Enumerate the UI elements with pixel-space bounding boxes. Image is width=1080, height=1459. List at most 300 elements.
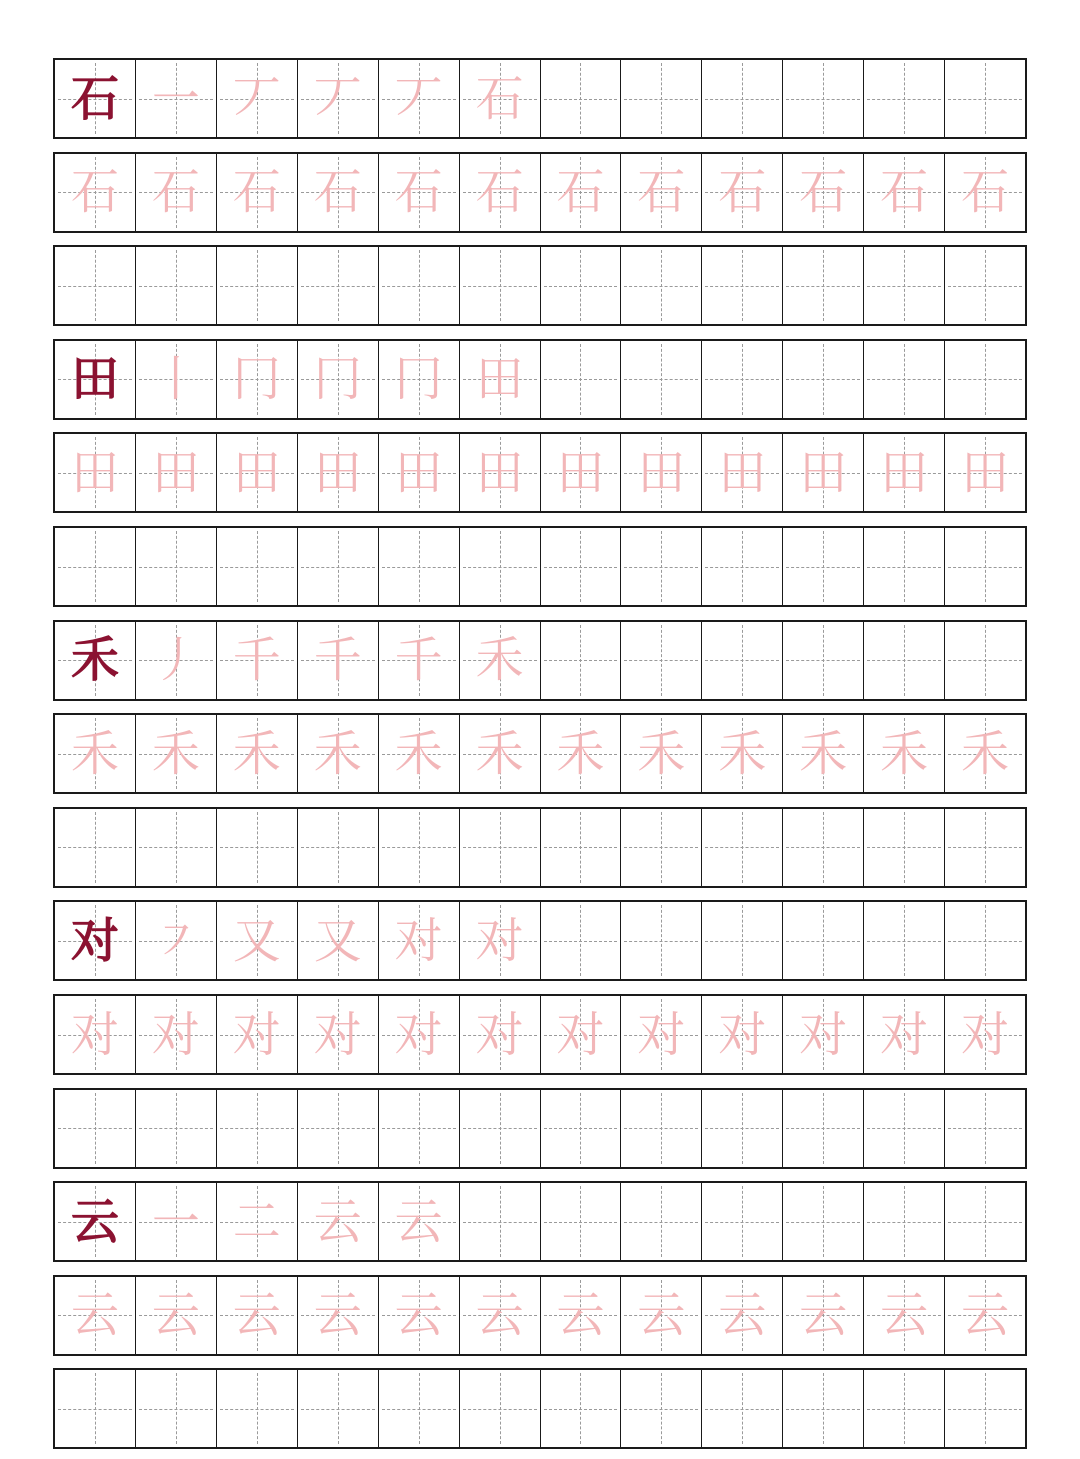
guide-line-vertical xyxy=(742,531,743,602)
blank-practice-cell xyxy=(541,528,622,605)
trace-character: 石 xyxy=(637,164,686,221)
trace-character: 对 xyxy=(475,1006,524,1063)
trace-cell xyxy=(702,715,783,792)
empty-cell xyxy=(621,341,702,418)
stroke-step: 冂 xyxy=(394,351,443,408)
model-character-cell xyxy=(55,341,136,418)
stroke-step: 云 xyxy=(313,1193,362,1250)
trace-cell xyxy=(217,715,298,792)
trace-cell xyxy=(298,434,379,511)
guide-line-vertical xyxy=(580,812,581,883)
trace-cell xyxy=(783,996,864,1073)
guide-line-vertical xyxy=(500,63,501,134)
blank-practice-cell xyxy=(783,528,864,605)
guide-line-vertical xyxy=(985,250,986,321)
trace-character: 田 xyxy=(799,444,848,501)
guide-line-vertical xyxy=(985,63,986,134)
stroke-step-cell xyxy=(217,622,298,699)
guide-line-vertical xyxy=(661,250,662,321)
guide-line-vertical xyxy=(257,531,258,602)
guide-line-vertical xyxy=(580,1373,581,1444)
trace-character: 云 xyxy=(70,1287,119,1344)
stroke-step-cell xyxy=(379,902,460,979)
guide-line-vertical xyxy=(823,1280,824,1351)
trace-cell xyxy=(702,154,783,231)
trace-cell xyxy=(621,996,702,1073)
blank-practice-cell xyxy=(541,247,622,324)
trace-cell xyxy=(298,1277,379,1354)
guide-line-vertical xyxy=(580,250,581,321)
trace-cell xyxy=(783,434,864,511)
blank-practice-cell xyxy=(217,1090,298,1167)
trace-character: 田 xyxy=(961,444,1010,501)
blank-practice-cell xyxy=(136,528,217,605)
guide-line-vertical xyxy=(176,1373,177,1444)
empty-cell xyxy=(783,902,864,979)
guide-line-vertical xyxy=(419,1373,420,1444)
stroke-step: 丆 xyxy=(394,70,443,127)
empty-cell xyxy=(541,341,622,418)
guide-line-vertical xyxy=(419,1280,420,1351)
blank-practice-cell xyxy=(217,1370,298,1447)
trace-character: 石 xyxy=(232,164,281,221)
trace-cell xyxy=(702,996,783,1073)
stroke-step: 丿 xyxy=(151,632,200,689)
guide-line-vertical xyxy=(823,1093,824,1164)
guide-line-vertical xyxy=(904,1373,905,1444)
guide-line-vertical xyxy=(823,905,824,976)
stroke-step: 冂 xyxy=(232,351,281,408)
guide-line-vertical xyxy=(419,157,420,228)
guide-line-vertical xyxy=(661,531,662,602)
guide-line-vertical xyxy=(500,250,501,321)
trace-cell xyxy=(460,434,541,511)
guide-line-vertical xyxy=(904,250,905,321)
stroke-step: 一 xyxy=(151,70,200,127)
stroke-step-cell xyxy=(379,341,460,418)
blank-practice-cell xyxy=(783,247,864,324)
guide-line-vertical xyxy=(338,344,339,415)
stroke-step: 一 xyxy=(151,1193,200,1250)
guide-line-vertical xyxy=(95,812,96,883)
trace-character: 云 xyxy=(637,1287,686,1344)
model-character-cell xyxy=(55,60,136,137)
trace-character: 禾 xyxy=(151,725,200,782)
guide-line-vertical xyxy=(500,718,501,789)
blank-practice-cell xyxy=(864,809,945,886)
guide-line-vertical xyxy=(500,999,501,1070)
model-character: 田 xyxy=(70,351,119,408)
guide-line-vertical xyxy=(661,999,662,1070)
stroke-step-cell xyxy=(379,60,460,137)
guide-line-vertical xyxy=(985,718,986,789)
stroke-step-cell xyxy=(460,622,541,699)
empty-cell xyxy=(864,60,945,137)
guide-line-vertical xyxy=(338,1280,339,1351)
trace-character: 云 xyxy=(313,1287,362,1344)
stroke-order-row xyxy=(53,339,1027,420)
guide-line-vertical xyxy=(580,437,581,508)
trace-cell xyxy=(379,1277,460,1354)
trace-cell xyxy=(55,996,136,1073)
trace-character: 田 xyxy=(637,444,686,501)
stroke-order-row xyxy=(53,58,1027,139)
trace-cell xyxy=(621,154,702,231)
guide-line-vertical xyxy=(904,812,905,883)
trace-character: 石 xyxy=(718,164,767,221)
trace-cell xyxy=(379,715,460,792)
empty-cell xyxy=(783,60,864,137)
guide-line-vertical xyxy=(985,1093,986,1164)
blank-practice-cell xyxy=(945,1090,1025,1167)
guide-line-vertical xyxy=(985,1280,986,1351)
empty-cell xyxy=(945,341,1025,418)
guide-line-vertical xyxy=(338,1186,339,1257)
blank-practice-cell xyxy=(379,247,460,324)
trace-character: 田 xyxy=(718,444,767,501)
guide-line-vertical xyxy=(985,999,986,1070)
guide-line-vertical xyxy=(176,437,177,508)
guide-line-vertical xyxy=(985,812,986,883)
guide-line-vertical xyxy=(661,437,662,508)
trace-cell xyxy=(945,1277,1025,1354)
guide-line-vertical xyxy=(823,437,824,508)
trace-character: 对 xyxy=(394,1006,443,1063)
trace-character: 对 xyxy=(718,1006,767,1063)
trace-character: 云 xyxy=(880,1287,929,1344)
trace-cell xyxy=(136,434,217,511)
trace-character: 石 xyxy=(313,164,362,221)
trace-cell xyxy=(136,1277,217,1354)
blank-practice-cell xyxy=(945,528,1025,605)
trace-character: 禾 xyxy=(556,725,605,782)
model-character-cell xyxy=(55,1183,136,1260)
guide-line-vertical xyxy=(500,344,501,415)
trace-character: 禾 xyxy=(394,725,443,782)
trace-cell xyxy=(298,715,379,792)
stroke-step: 田 xyxy=(475,351,524,408)
stroke-step: 千 xyxy=(232,632,281,689)
blank-practice-cell xyxy=(298,528,379,605)
trace-cell xyxy=(541,996,622,1073)
trace-character: 云 xyxy=(394,1287,443,1344)
guide-line-vertical xyxy=(823,718,824,789)
blank-practice-cell xyxy=(217,247,298,324)
guide-line-vertical xyxy=(176,531,177,602)
guide-line-vertical xyxy=(338,437,339,508)
blank-practice-cell xyxy=(621,1090,702,1167)
trace-cell xyxy=(379,154,460,231)
guide-line-vertical xyxy=(580,1093,581,1164)
guide-line-vertical xyxy=(95,1093,96,1164)
trace-character: 禾 xyxy=(718,725,767,782)
guide-line-vertical xyxy=(661,1186,662,1257)
stroke-step: 云 xyxy=(394,1193,443,1250)
trace-cell xyxy=(783,154,864,231)
trace-cell xyxy=(864,996,945,1073)
guide-line-vertical xyxy=(176,718,177,789)
empty-cell xyxy=(945,60,1025,137)
guide-line-vertical xyxy=(661,157,662,228)
guide-line-vertical xyxy=(95,1373,96,1444)
trace-character: 田 xyxy=(556,444,605,501)
guide-line-vertical xyxy=(176,1280,177,1351)
trace-character: 禾 xyxy=(313,725,362,782)
guide-line-vertical xyxy=(176,63,177,134)
trace-character: 禾 xyxy=(880,725,929,782)
trace-character: 石 xyxy=(70,164,119,221)
stroke-step-cell xyxy=(217,1183,298,1260)
blank-practice-cell xyxy=(217,528,298,605)
trace-character: 田 xyxy=(880,444,929,501)
trace-character: 禾 xyxy=(799,725,848,782)
trace-character: 云 xyxy=(556,1287,605,1344)
blank-practice-row xyxy=(53,1368,1027,1449)
guide-line-vertical xyxy=(742,157,743,228)
trace-character: 云 xyxy=(799,1287,848,1344)
guide-line-vertical xyxy=(95,157,96,228)
guide-line-vertical xyxy=(823,812,824,883)
stroke-step-cell xyxy=(460,60,541,137)
blank-practice-cell xyxy=(864,528,945,605)
trace-character: 田 xyxy=(70,444,119,501)
blank-practice-cell xyxy=(945,1370,1025,1447)
blank-practice-cell xyxy=(298,247,379,324)
blank-practice-cell xyxy=(702,1090,783,1167)
guide-line-vertical xyxy=(419,1093,420,1164)
trace-cell xyxy=(379,996,460,1073)
trace-cell xyxy=(702,1277,783,1354)
blank-practice-cell xyxy=(55,247,136,324)
stroke-step: 又 xyxy=(313,912,362,969)
stroke-step-cell xyxy=(298,60,379,137)
stroke-step: 千 xyxy=(313,632,362,689)
blank-practice-cell xyxy=(136,247,217,324)
empty-cell xyxy=(702,622,783,699)
blank-practice-row xyxy=(53,526,1027,607)
guide-line-vertical xyxy=(176,1093,177,1164)
empty-cell xyxy=(621,902,702,979)
blank-practice-cell xyxy=(298,809,379,886)
empty-cell xyxy=(783,622,864,699)
guide-line-vertical xyxy=(95,1186,96,1257)
trace-row xyxy=(53,1275,1027,1356)
trace-cell xyxy=(783,1277,864,1354)
guide-line-vertical xyxy=(95,344,96,415)
guide-line-vertical xyxy=(500,1373,501,1444)
guide-line-vertical xyxy=(500,812,501,883)
empty-cell xyxy=(541,60,622,137)
stroke-step-cell xyxy=(460,341,541,418)
trace-character: 石 xyxy=(961,164,1010,221)
trace-cell xyxy=(864,434,945,511)
guide-line-vertical xyxy=(500,157,501,228)
empty-cell xyxy=(702,902,783,979)
guide-line-vertical xyxy=(338,1373,339,1444)
blank-practice-cell xyxy=(541,809,622,886)
guide-line-vertical xyxy=(338,1093,339,1164)
guide-line-vertical xyxy=(904,1280,905,1351)
stroke-step: 千 xyxy=(394,632,443,689)
model-character: 石 xyxy=(70,70,119,127)
guide-line-vertical xyxy=(580,344,581,415)
blank-practice-cell xyxy=(55,1090,136,1167)
guide-line-vertical xyxy=(95,718,96,789)
guide-line-vertical xyxy=(500,1280,501,1351)
guide-line-vertical xyxy=(338,999,339,1070)
guide-line-vertical xyxy=(580,999,581,1070)
stroke-step-cell xyxy=(379,622,460,699)
guide-line-vertical xyxy=(338,250,339,321)
guide-line-vertical xyxy=(985,625,986,696)
trace-character: 对 xyxy=(313,1006,362,1063)
blank-practice-cell xyxy=(864,1090,945,1167)
guide-line-vertical xyxy=(419,63,420,134)
guide-line-vertical xyxy=(257,157,258,228)
guide-line-vertical xyxy=(176,905,177,976)
trace-cell xyxy=(621,715,702,792)
guide-line-vertical xyxy=(904,344,905,415)
trace-cell xyxy=(298,154,379,231)
guide-line-vertical xyxy=(985,344,986,415)
trace-cell xyxy=(702,434,783,511)
stroke-step: 二 xyxy=(232,1193,281,1250)
empty-cell xyxy=(621,1183,702,1260)
stroke-step: 丨 xyxy=(151,351,200,408)
stroke-step: 石 xyxy=(475,70,524,127)
empty-cell xyxy=(621,622,702,699)
trace-cell xyxy=(541,154,622,231)
blank-practice-cell xyxy=(136,1090,217,1167)
guide-line-vertical xyxy=(338,625,339,696)
trace-cell xyxy=(298,996,379,1073)
blank-practice-cell xyxy=(702,809,783,886)
trace-character: 石 xyxy=(880,164,929,221)
stroke-step-cell xyxy=(136,902,217,979)
blank-practice-cell xyxy=(702,1370,783,1447)
blank-practice-cell xyxy=(621,809,702,886)
blank-practice-cell xyxy=(55,809,136,886)
guide-line-vertical xyxy=(985,437,986,508)
blank-practice-cell xyxy=(460,1370,541,1447)
trace-cell xyxy=(217,154,298,231)
empty-cell xyxy=(541,902,622,979)
trace-cell xyxy=(460,154,541,231)
guide-line-vertical xyxy=(661,63,662,134)
stroke-step-cell xyxy=(136,60,217,137)
guide-line-vertical xyxy=(580,531,581,602)
guide-line-vertical xyxy=(742,437,743,508)
stroke-step: 冂 xyxy=(313,351,362,408)
empty-cell xyxy=(945,902,1025,979)
stroke-step-cell xyxy=(136,1183,217,1260)
empty-cell xyxy=(864,1183,945,1260)
trace-character: 石 xyxy=(151,164,200,221)
stroke-step-cell xyxy=(298,622,379,699)
guide-line-vertical xyxy=(985,157,986,228)
trace-cell xyxy=(541,715,622,792)
stroke-step: 丆 xyxy=(313,70,362,127)
guide-line-vertical xyxy=(257,625,258,696)
guide-line-vertical xyxy=(580,1280,581,1351)
blank-practice-cell xyxy=(298,1090,379,1167)
blank-practice-cell xyxy=(702,247,783,324)
empty-cell xyxy=(783,1183,864,1260)
blank-practice-cell xyxy=(136,1370,217,1447)
trace-cell xyxy=(460,715,541,792)
stroke-step-cell xyxy=(217,341,298,418)
empty-cell xyxy=(541,622,622,699)
stroke-order-row xyxy=(53,1181,1027,1262)
guide-line-vertical xyxy=(257,999,258,1070)
empty-cell xyxy=(621,60,702,137)
trace-row xyxy=(53,432,1027,513)
trace-character: 石 xyxy=(475,164,524,221)
guide-line-vertical xyxy=(257,1373,258,1444)
trace-cell xyxy=(136,154,217,231)
guide-line-vertical xyxy=(904,905,905,976)
guide-line-vertical xyxy=(95,63,96,134)
guide-line-vertical xyxy=(661,1280,662,1351)
guide-line-vertical xyxy=(742,1093,743,1164)
trace-character: 禾 xyxy=(70,725,119,782)
guide-line-vertical xyxy=(904,157,905,228)
trace-character: 对 xyxy=(70,1006,119,1063)
stroke-step: 对 xyxy=(475,912,524,969)
stroke-step-cell xyxy=(460,902,541,979)
guide-line-vertical xyxy=(904,1186,905,1257)
blank-practice-row xyxy=(53,245,1027,326)
stroke-step: 又 xyxy=(232,912,281,969)
trace-character: 云 xyxy=(961,1287,1010,1344)
blank-practice-row xyxy=(53,807,1027,888)
guide-line-vertical xyxy=(95,531,96,602)
stroke-step-cell xyxy=(217,60,298,137)
trace-row xyxy=(53,994,1027,1075)
trace-character: 禾 xyxy=(232,725,281,782)
trace-character: 田 xyxy=(313,444,362,501)
trace-character: 石 xyxy=(799,164,848,221)
stroke-order-row xyxy=(53,900,1027,981)
blank-practice-cell xyxy=(945,247,1025,324)
blank-practice-cell xyxy=(783,1370,864,1447)
trace-cell xyxy=(217,996,298,1073)
stroke-step-cell xyxy=(379,1183,460,1260)
guide-line-vertical xyxy=(904,999,905,1070)
blank-practice-cell xyxy=(621,247,702,324)
model-character: 禾 xyxy=(70,632,119,689)
trace-character: 禾 xyxy=(637,725,686,782)
trace-character: 对 xyxy=(637,1006,686,1063)
guide-line-vertical xyxy=(742,718,743,789)
empty-cell xyxy=(702,60,783,137)
trace-cell xyxy=(136,996,217,1073)
model-character: 云 xyxy=(70,1193,119,1250)
guide-line-vertical xyxy=(419,718,420,789)
guide-line-vertical xyxy=(904,437,905,508)
guide-line-vertical xyxy=(823,157,824,228)
trace-character: 田 xyxy=(394,444,443,501)
guide-line-vertical xyxy=(904,625,905,696)
guide-line-vertical xyxy=(338,812,339,883)
guide-line-vertical xyxy=(823,625,824,696)
trace-row xyxy=(53,713,1027,794)
blank-practice-row xyxy=(53,1088,1027,1169)
guide-line-vertical xyxy=(742,625,743,696)
guide-line-vertical xyxy=(176,625,177,696)
stroke-step-cell xyxy=(298,902,379,979)
trace-cell xyxy=(864,715,945,792)
